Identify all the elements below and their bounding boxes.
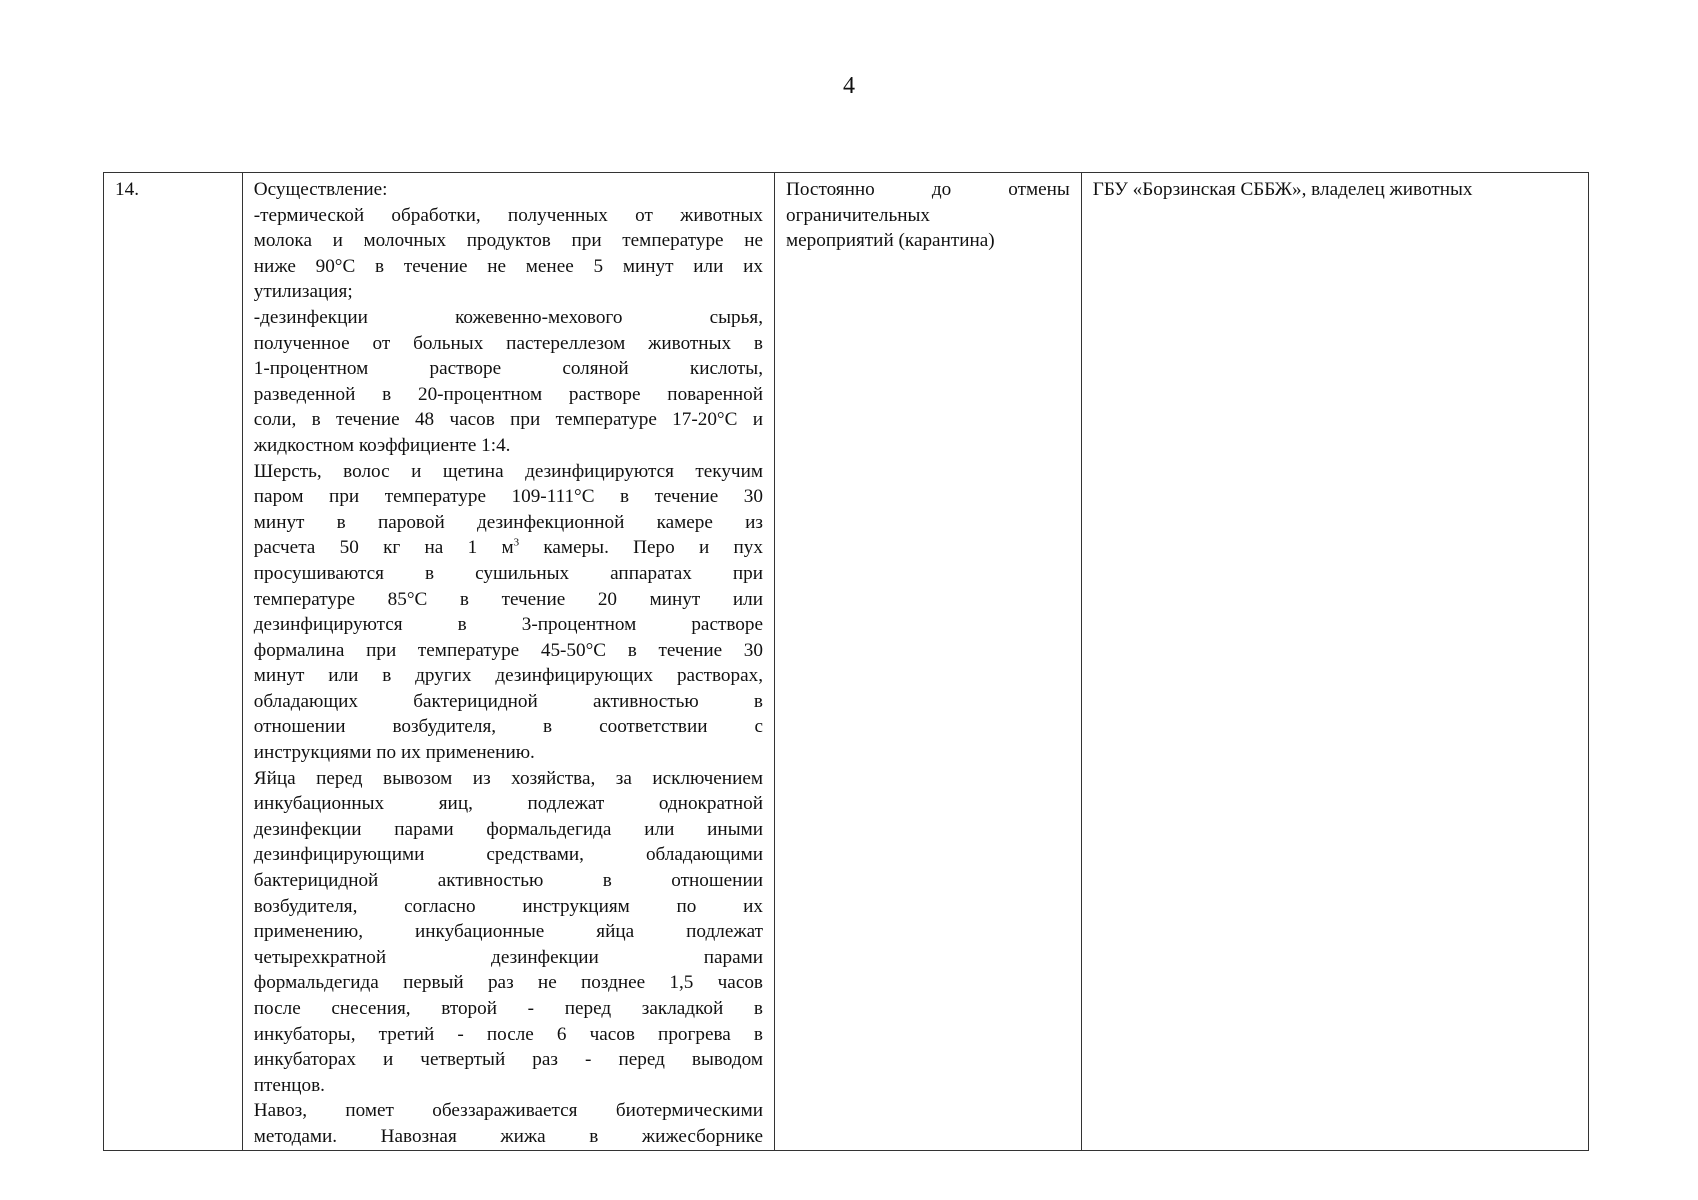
description-line: ниже 90°С в течение не менее 5 минут или их [253, 255, 763, 277]
description-line: полученное от больных пастереллезом животных в [253, 332, 763, 354]
term-line: Постоянно до отмены [786, 179, 1070, 200]
description-line: Шерсть, волос и щетина дезинфицируются текучим [253, 460, 763, 482]
table-row [104, 173, 1589, 1151]
description-line: жидкостном коэффициенте 1:4. [253, 434, 511, 456]
description-line: птенцов. [253, 1074, 325, 1096]
description-line: формалина при температуре 45-50°С в течение 30 [253, 639, 763, 661]
description-line-head: расчета 50 кг на 1 м [253, 537, 514, 559]
measure-description-cell [242, 173, 774, 1151]
description-line: просушиваются в сушильных аппаратах при [253, 562, 763, 584]
description-line: методами. Навозная жижа в жижесборнике [253, 1125, 763, 1147]
description-line: соли, в течение 48 часов при температуре 17-20°С и [253, 409, 763, 431]
description-line: инструкциями по их применению. [253, 742, 535, 764]
cubic-superscript: 3 [513, 536, 520, 549]
description-line-with-superscript [254, 535, 763, 561]
description-line: инкубаторы, третий - после 6 часов прогрева в [253, 1023, 763, 1045]
row-number: 14. [115, 179, 139, 200]
description-line: -термической обработки, полученных от животных [253, 204, 763, 226]
row-number-cell [104, 173, 243, 1151]
description-line: разведенной в 20-процентном растворе поваренной [253, 383, 763, 405]
description-line: дезинфекции парами формальдегида или иными [253, 818, 763, 840]
page-number: 4 [843, 73, 855, 99]
description-line: бактерицидной активностью в отношении [253, 870, 763, 892]
description-line: обладающих бактерицидной активностью в [253, 690, 763, 712]
description-line: применению, инкубационные яйца подлежат [253, 921, 763, 943]
description-line: молока и молочных продуктов при температуре не [253, 230, 763, 252]
description-line: четырехкратной дезинфекции парами [253, 946, 763, 968]
term-line: ограничительных [786, 204, 931, 226]
description-line: отношении возбудителя, в соответствии с [253, 716, 763, 738]
term-cell [775, 173, 1082, 1151]
description-line: минут или в других дезинфицирующих растворах, [253, 665, 763, 687]
description-line: возбудителя, согласно инструкциям по их [253, 895, 763, 917]
description-line: после снесения, второй - перед закладкой в [253, 998, 763, 1019]
description-line: Навоз, помет обеззараживается биотермическими [253, 1100, 763, 1122]
description-line: Осуществление: [253, 179, 388, 200]
description-line: дезинфицирующими средствами, обладающими [253, 844, 763, 866]
description-line: 1-процентном растворе соляной кислоты, [253, 358, 763, 380]
description-line: -дезинфекции кожевенно-мехового сырья, [253, 306, 763, 328]
description-line: паром при температуре 109-111°С в течение 30 [253, 486, 763, 508]
description-line: инкубаторах и четвертый раз - перед выводом [253, 1049, 763, 1071]
description-line-tail: камеры. Перо и пух [519, 537, 763, 559]
description-line: температуре 85°С в течение 20 минут или [253, 588, 763, 610]
description-line: формальдегида первый раз не позднее 1,5 часов [253, 972, 763, 994]
description-line: инкубационных яиц, подлежат однократной [253, 793, 763, 815]
description-line: минут в паровой дезинфекционной камере из [253, 511, 763, 533]
responsible-cell [1081, 173, 1588, 1151]
measures-table [103, 172, 1589, 1151]
description-line: дезинфицируются в 3-процентном растворе [253, 614, 763, 636]
description-line: Яйца перед вывозом из хозяйства, за исключением [253, 767, 763, 789]
responsible-party: ГБУ «Борзинская СББЖ», владелец животных [1092, 179, 1473, 200]
description-line: утилизация; [253, 281, 353, 303]
term-line: мероприятий (карантина) [786, 230, 995, 252]
